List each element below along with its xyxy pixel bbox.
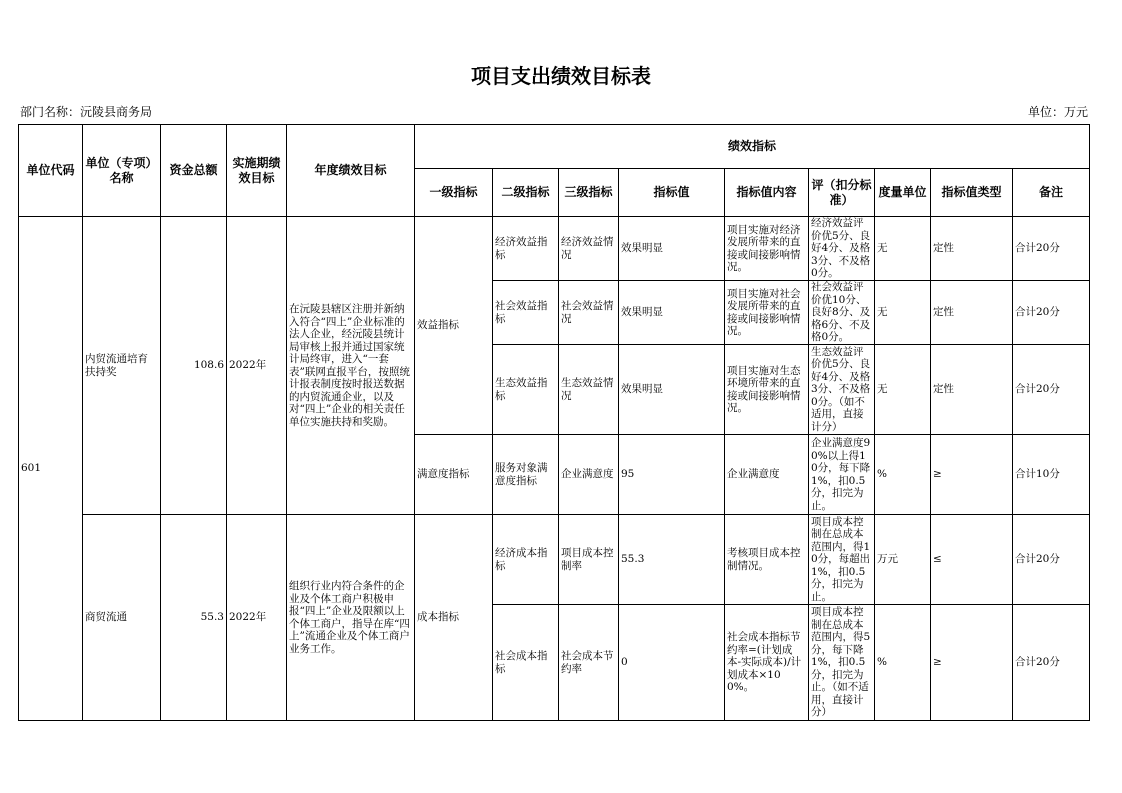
header-unit-code: 单位代码 [19,125,83,217]
annual-target-cell: 在沅陵县辖区注册并新纳入符合“四上”企业标准的法人企业，经沅陵县统计局审核上报并通过国家统计局终审，进入“一套表”联网直报平台，按照统计报表制度按时报送数据的内贸流通企业，以及对“四上”企业的相关责任单位实施扶持和奖励。 [287,217,415,515]
level3-cell: 社会效益情况 [559,281,619,345]
content-cell: 项目实施对生态环境所带来的直接或间接影响情况。 [725,345,809,435]
value-cell: 95 [619,435,725,515]
content-cell: 项目实施对社会发展所带来的直接或间接影响情况。 [725,281,809,345]
level2-cell: 社会成本指标 [493,605,559,721]
department-name: 部门名称：沅陵县商务局 [20,105,153,119]
project-name-cell: 商贸流通 [83,515,161,721]
remark-cell: 合计20分 [1013,345,1090,435]
content-cell: 项目实施对经济发展所带来的直接或间接影响情况。 [725,217,809,281]
header-level3: 三级指标 [559,169,619,217]
unit-cell: 无 [875,281,931,345]
unit-cell: 无 [875,217,931,281]
header-level1: 一级指标 [415,169,493,217]
header-measure-unit: 度量单位 [875,169,931,217]
scoring-cell: 经济效益评价优5分、良好4分、及格3分、不及格0分。 [809,217,875,281]
remark-cell: 合计10分 [1013,435,1090,515]
unit-cell: % [875,605,931,721]
level2-cell: 经济效益指标 [493,217,559,281]
scoring-cell: 项目成本控制在总成本范围内，得5分，每下降1%，扣0.5分，扣完为止。（如不适用，直接计分） [809,605,875,721]
level2-cell: 社会效益指标 [493,281,559,345]
value-cell: 效果明显 [619,281,725,345]
type-cell: ≥ [931,605,1013,721]
period-cell: 2022年 [227,217,287,515]
level3-cell: 经济效益情况 [559,217,619,281]
type-cell: ≥ [931,435,1013,515]
table-row [19,217,1090,281]
funds-cell: 55.3 [161,515,227,721]
header-total-funds: 资金总额 [161,125,227,217]
level2-cell: 生态效益指标 [493,345,559,435]
level1-cell: 满意度指标 [415,435,493,515]
header-perf-indicators: 绩效指标 [415,125,1090,169]
content-cell: 企业满意度 [725,435,809,515]
level2-cell: 经济成本指标 [493,515,559,605]
header-annual-target: 年度绩效目标 [287,125,415,217]
level3-cell: 企业满意度 [559,435,619,515]
value-cell: 效果明显 [619,217,725,281]
remark-cell: 合计20分 [1013,281,1090,345]
header-remarks: 备注 [1013,169,1090,217]
table-row [19,515,1090,605]
type-cell: 定性 [931,281,1013,345]
scoring-cell: 生态效益评价优5分、良好4分、及格3分、不及格0分。（如不适用，直接计分） [809,345,875,435]
value-cell: 效果明显 [619,345,725,435]
unit-cell: 无 [875,345,931,435]
project-name-cell: 内贸流通培育扶持奖 [83,217,161,515]
level1-cell: 成本指标 [415,515,493,721]
level2-cell: 服务对象满意度指标 [493,435,559,515]
level3-cell: 项目成本控制率 [559,515,619,605]
currency-unit: 单位：万元 [1027,105,1088,119]
header-value-type: 指标值类型 [931,169,1013,217]
level3-cell: 社会成本节约率 [559,605,619,721]
header-content: 指标值内容 [725,169,809,217]
funds-cell: 108.6 [161,217,227,515]
type-cell: 定性 [931,345,1013,435]
scoring-cell: 企业满意度90%以上得10分，每下降1%，扣0.5分，扣完为止。 [809,435,875,515]
header-value: 指标值 [619,169,725,217]
value-cell: 55.3 [619,515,725,605]
scoring-cell: 社会效益评价优10分、良好8分、及格6分、不及格0分。 [809,281,875,345]
remark-cell: 合计20分 [1013,515,1090,605]
unit-cell: % [875,435,931,515]
content-cell: 社会成本指标节约率=(计划成本-实际成本)/计划成本×100%。 [725,605,809,721]
header-period-target: 实施期绩效目标 [227,125,287,217]
page-title: 项目支出绩效目标表 [471,64,651,88]
unit-code-cell: 601 [19,217,83,721]
annual-target-cell: 组织行业内符合条件的企业及个体工商户积极申报“四上”企业及限额以上个体工商户，指导在库“四上”流通企业及个体工商户业务工作。 [287,515,415,721]
remark-cell: 合计20分 [1013,217,1090,281]
scoring-cell: 项目成本控制在总成本范围内，得10分，每超出1%，扣0.5分，扣完为止。 [809,515,875,605]
period-cell: 2022年 [227,515,287,721]
level1-cell: 效益指标 [415,217,493,435]
performance-target-table [18,124,1090,721]
level3-cell: 生态效益情况 [559,345,619,435]
content-cell: 考核项目成本控制情况。 [725,515,809,605]
type-cell: 定性 [931,217,1013,281]
header-level2: 二级指标 [493,169,559,217]
type-cell: ≤ [931,515,1013,605]
unit-cell: 万元 [875,515,931,605]
value-cell: 0 [619,605,725,721]
header-project-name: 单位（专项）名称 [83,125,161,217]
header-scoring: 评（扣分标准） [809,169,875,217]
remark-cell: 合计20分 [1013,605,1090,721]
